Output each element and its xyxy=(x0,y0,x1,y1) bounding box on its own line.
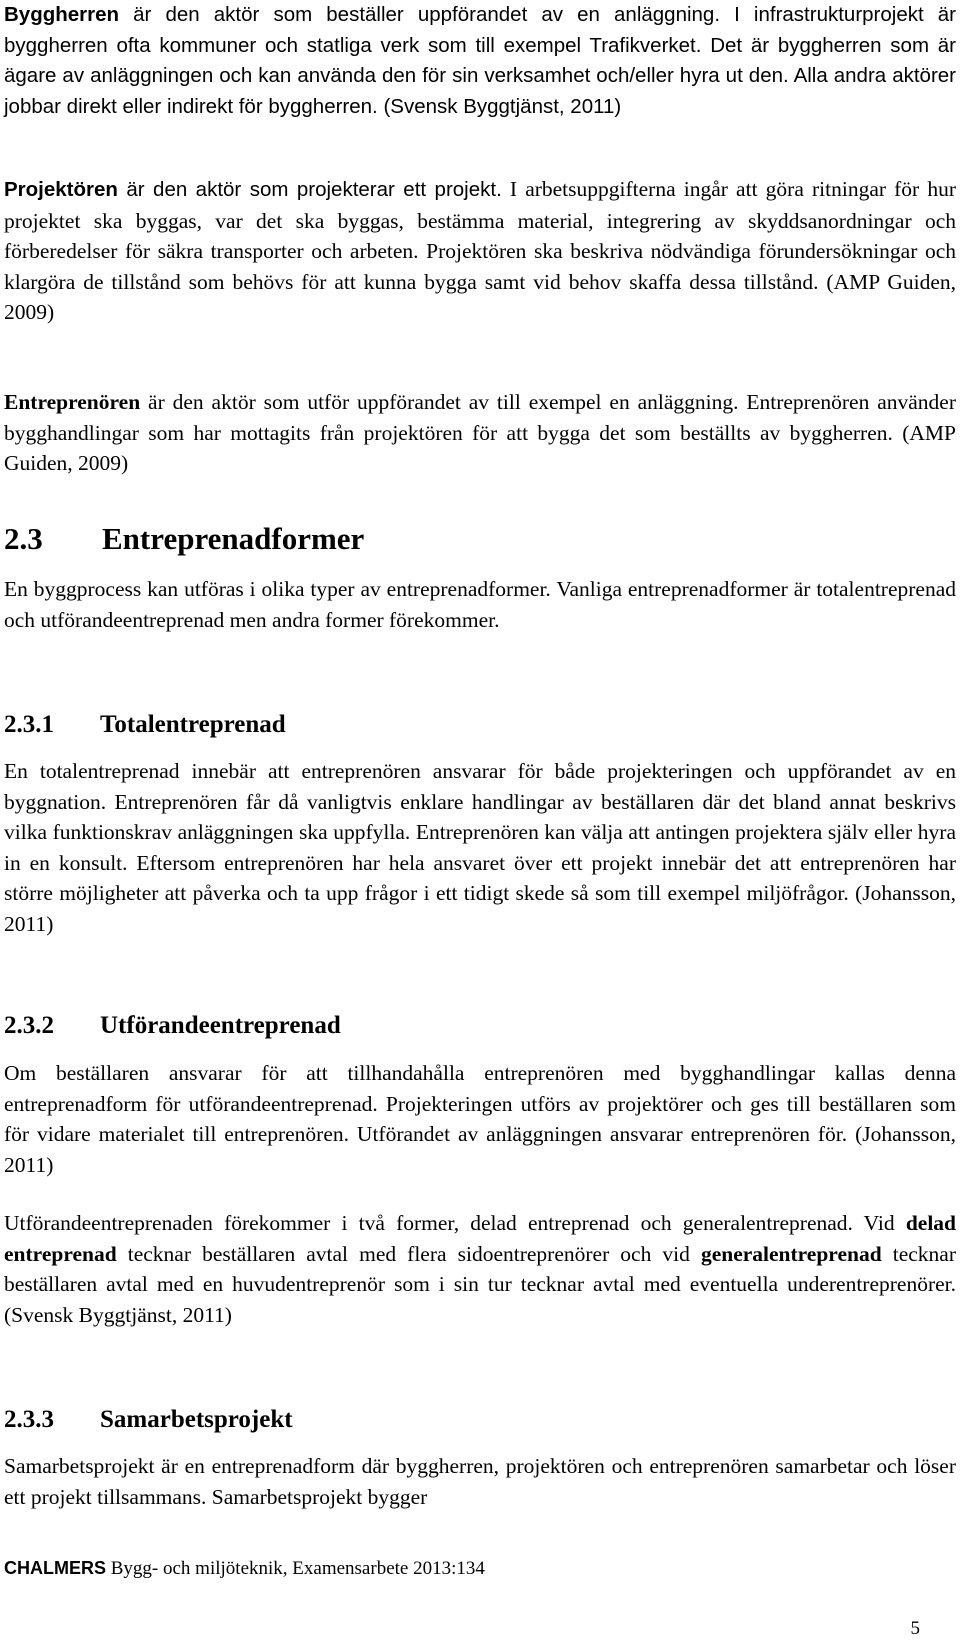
term-byggherren: Byggherren xyxy=(4,3,120,26)
page-footer xyxy=(4,1556,485,1581)
heading-2-3-number: 2.3 xyxy=(4,521,43,556)
heading-2-3-2-title: Utförandeentreprenad xyxy=(100,1012,341,1039)
paragraph-delad-general-b: tecknar beställaren avtal med flera sidoentreprenörer och vid xyxy=(116,1241,701,1266)
paragraph-totalentreprenad: En totalentreprenad innebär att entreprenören ansvarar för både projekteringen och uppförandet av en byggnation. Entreprenören får då vanligtvis enklare handlingar av beställaren där det bland annat beskrivs vilka funktionskrav anläggningen ska uppfylla. Entreprenören kan välja att antingen projektera själv eller hyra in en konsult. Eftersom entreprenören har hela ansvaret över ett projekt innebär det att entreprenören har större möjligheter att påverka och ta upp frågor i ett tidigt skede så som till exempel miljöfrågor. (Johansson, 2011) xyxy=(4,759,956,936)
paragraph-entreprenoren-text: är den aktör som utför uppförandet av till exempel en anläggning. Entreprenören använder bygghandlingar som har mottagits från projektören för att bygga det som beställts av byggherren. (AMP Guiden, 2009) xyxy=(4,390,956,475)
paragraph-entreprenadformer: En byggprocess kan utföras i olika typer av entreprenadformer. Vanliga entreprenadformer är totalentreprenad och utförandeentreprenad men andra former förekommer. xyxy=(4,577,956,632)
paragraph-delad-general-c: tecknar beställaren avtal med en huvudentreprenör som i sin tur tecknar avtal med eventuella underentreprenörer. (Svensk Byggtjänst, 2011) xyxy=(4,1241,956,1327)
term-entreprenoren: Entreprenören xyxy=(4,390,141,414)
heading-2-3-2-number: 2.3.2 xyxy=(4,1012,54,1039)
paragraph-projektoren-text: I arbetsuppgifterna ingår att göra ritningar för hur projektet ska byggas, var det ska byggas, bestämma material, integrering av skyddsanordningar och förberedelser för säkra transporter och arbeten. Projektören ska beskriva nödvändiga förundersökningar och klargöra de tillstånd som behövs för att kunna bygga samt vid behov skaffa dessa tillstånd. (AMP Guiden, 2009) xyxy=(4,177,956,324)
heading-2-3-1 xyxy=(4,710,286,740)
heading-2-3-3-title: Samarbetsprojekt xyxy=(100,1406,293,1433)
heading-2-3-title: Entreprenadformer xyxy=(102,521,365,556)
term-generalentreprenad: generalentreprenad xyxy=(700,1241,882,1266)
paragraph-utforandeentreprenad: Om beställaren ansvarar för att tillhandahålla entreprenören med bygghandlingar kallas denna entreprenadform för utförandeentreprenad. Projekteringen utförs av projektörer och ges till beställaren som för vidare materialet till entreprenören. Utförandet av anläggningen ansvarar entreprenören för. (Johansson, 2011) xyxy=(4,1061,956,1177)
paragraph-byggherren-text: är den aktör som beställer uppförandet av en anläggning. I infrastrukturprojekt är byggherren ofta kommuner och statliga verk som till exempel Trafikverket. Det är byggherren som är ägare av anläggningen och kan använda den för sin verksamhet och/eller hyra ut den. Alla andra aktörer jobbar direkt eller indirekt för byggherren. (Svensk Byggtjänst, 2011) xyxy=(4,3,956,118)
page-number: 5 xyxy=(910,1618,920,1639)
term-delad-entreprenad: delad entreprenad xyxy=(4,1211,956,1266)
term-projektoren: Projektören xyxy=(4,178,118,201)
heading-2-3-3-number: 2.3.3 xyxy=(4,1406,54,1433)
footer-text: Bygg- och miljöteknik, Examensarbete 2013:134 xyxy=(106,1558,485,1579)
paragraph-byggherren xyxy=(4,0,956,122)
heading-2-3-1-number: 2.3.1 xyxy=(4,711,54,738)
heading-2-3 xyxy=(4,521,364,557)
heading-2-3-2 xyxy=(4,1011,341,1041)
paragraph-projektoren-lead: är den aktör som projekterar ett projekt. xyxy=(117,178,502,201)
paragraph-delad-general xyxy=(4,1208,956,1330)
footer-brand: CHALMERS xyxy=(4,1558,106,1578)
paragraph-projektoren xyxy=(4,174,956,328)
paragraph-samarbetsprojekt: Samarbetsprojekt är en entreprenadform där byggherren, projektören och entreprenören samarbetar och löser ett projekt tillsammans. Samarbetsprojekt bygger xyxy=(4,1454,956,1509)
paragraph-delad-general-a: Utförandeentreprenaden förekommer i två former, delad entreprenad och generalentreprenad. Vid xyxy=(4,1211,906,1235)
heading-2-3-3 xyxy=(4,1405,293,1435)
heading-2-3-1-title: Totalentreprenad xyxy=(100,711,286,738)
paragraph-entreprenoren xyxy=(4,387,956,479)
